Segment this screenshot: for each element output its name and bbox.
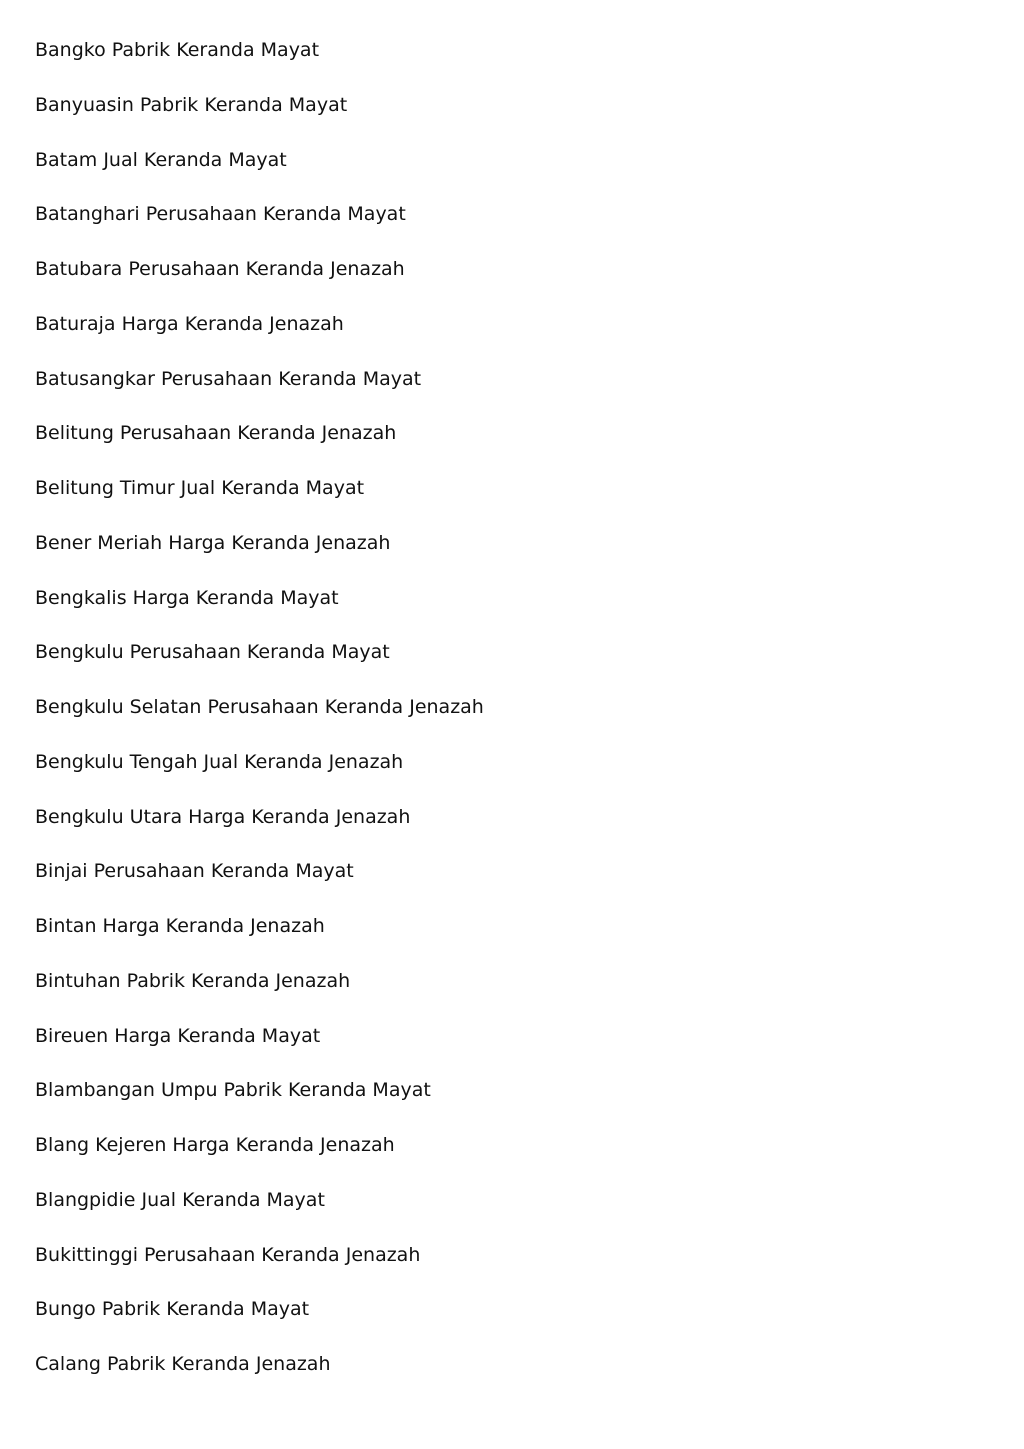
list-item: Blangpidie Jual Keranda Mayat: [35, 1188, 325, 1211]
list-item: Banyuasin Pabrik Keranda Mayat: [35, 93, 348, 116]
list-item: Bukittinggi Perusahaan Keranda Jenazah: [35, 1243, 421, 1266]
list-item: Belitung Timur Jual Keranda Mayat: [35, 477, 365, 499]
list-item: Bungo Pabrik Keranda Mayat: [35, 1298, 310, 1321]
list-item: Bintan Harga Keranda Jenazah: [35, 915, 325, 937]
list-item: Belitung Perusahaan Keranda Jenazah: [35, 422, 397, 445]
list-item: Blang Kejeren Harga Keranda Jenazah: [35, 1134, 395, 1156]
list-item: Bintuhan Pabrik Keranda Jenazah: [35, 969, 351, 992]
list-item: Binjai Perusahaan Keranda Mayat: [35, 860, 354, 883]
list-item: Bengkulu Perusahaan Keranda Mayat: [35, 641, 390, 664]
list-item: Bengkulu Tengah Jual Keranda Jenazah: [35, 750, 404, 773]
list-item: Blambangan Umpu Pabrik Keranda Mayat: [35, 1079, 431, 1102]
list-item: Calang Pabrik Keranda Jenazah: [35, 1353, 331, 1375]
list-item: Bengkalis Harga Keranda Mayat: [35, 586, 339, 609]
list-item: Bengkulu Selatan Perusahaan Keranda Jenazah: [35, 696, 484, 718]
list-item: Batusangkar Perusahaan Keranda Mayat: [35, 367, 422, 390]
keyword-list: [35, 36, 484, 1405]
list-item: Bangko Pabrik Keranda Mayat: [35, 39, 320, 61]
list-item: Batanghari Perusahaan Keranda Mayat: [35, 203, 406, 226]
list-item: Bireuen Harga Keranda Mayat: [35, 1024, 321, 1047]
list-item: Baturaja Harga Keranda Jenazah: [35, 312, 344, 335]
list-item: Bener Meriah Harga Keranda Jenazah: [35, 531, 391, 554]
list-item: Batubara Perusahaan Keranda Jenazah: [35, 258, 405, 280]
list-item: Batam Jual Keranda Mayat: [35, 148, 287, 171]
list-item: Bengkulu Utara Harga Keranda Jenazah: [35, 805, 411, 828]
